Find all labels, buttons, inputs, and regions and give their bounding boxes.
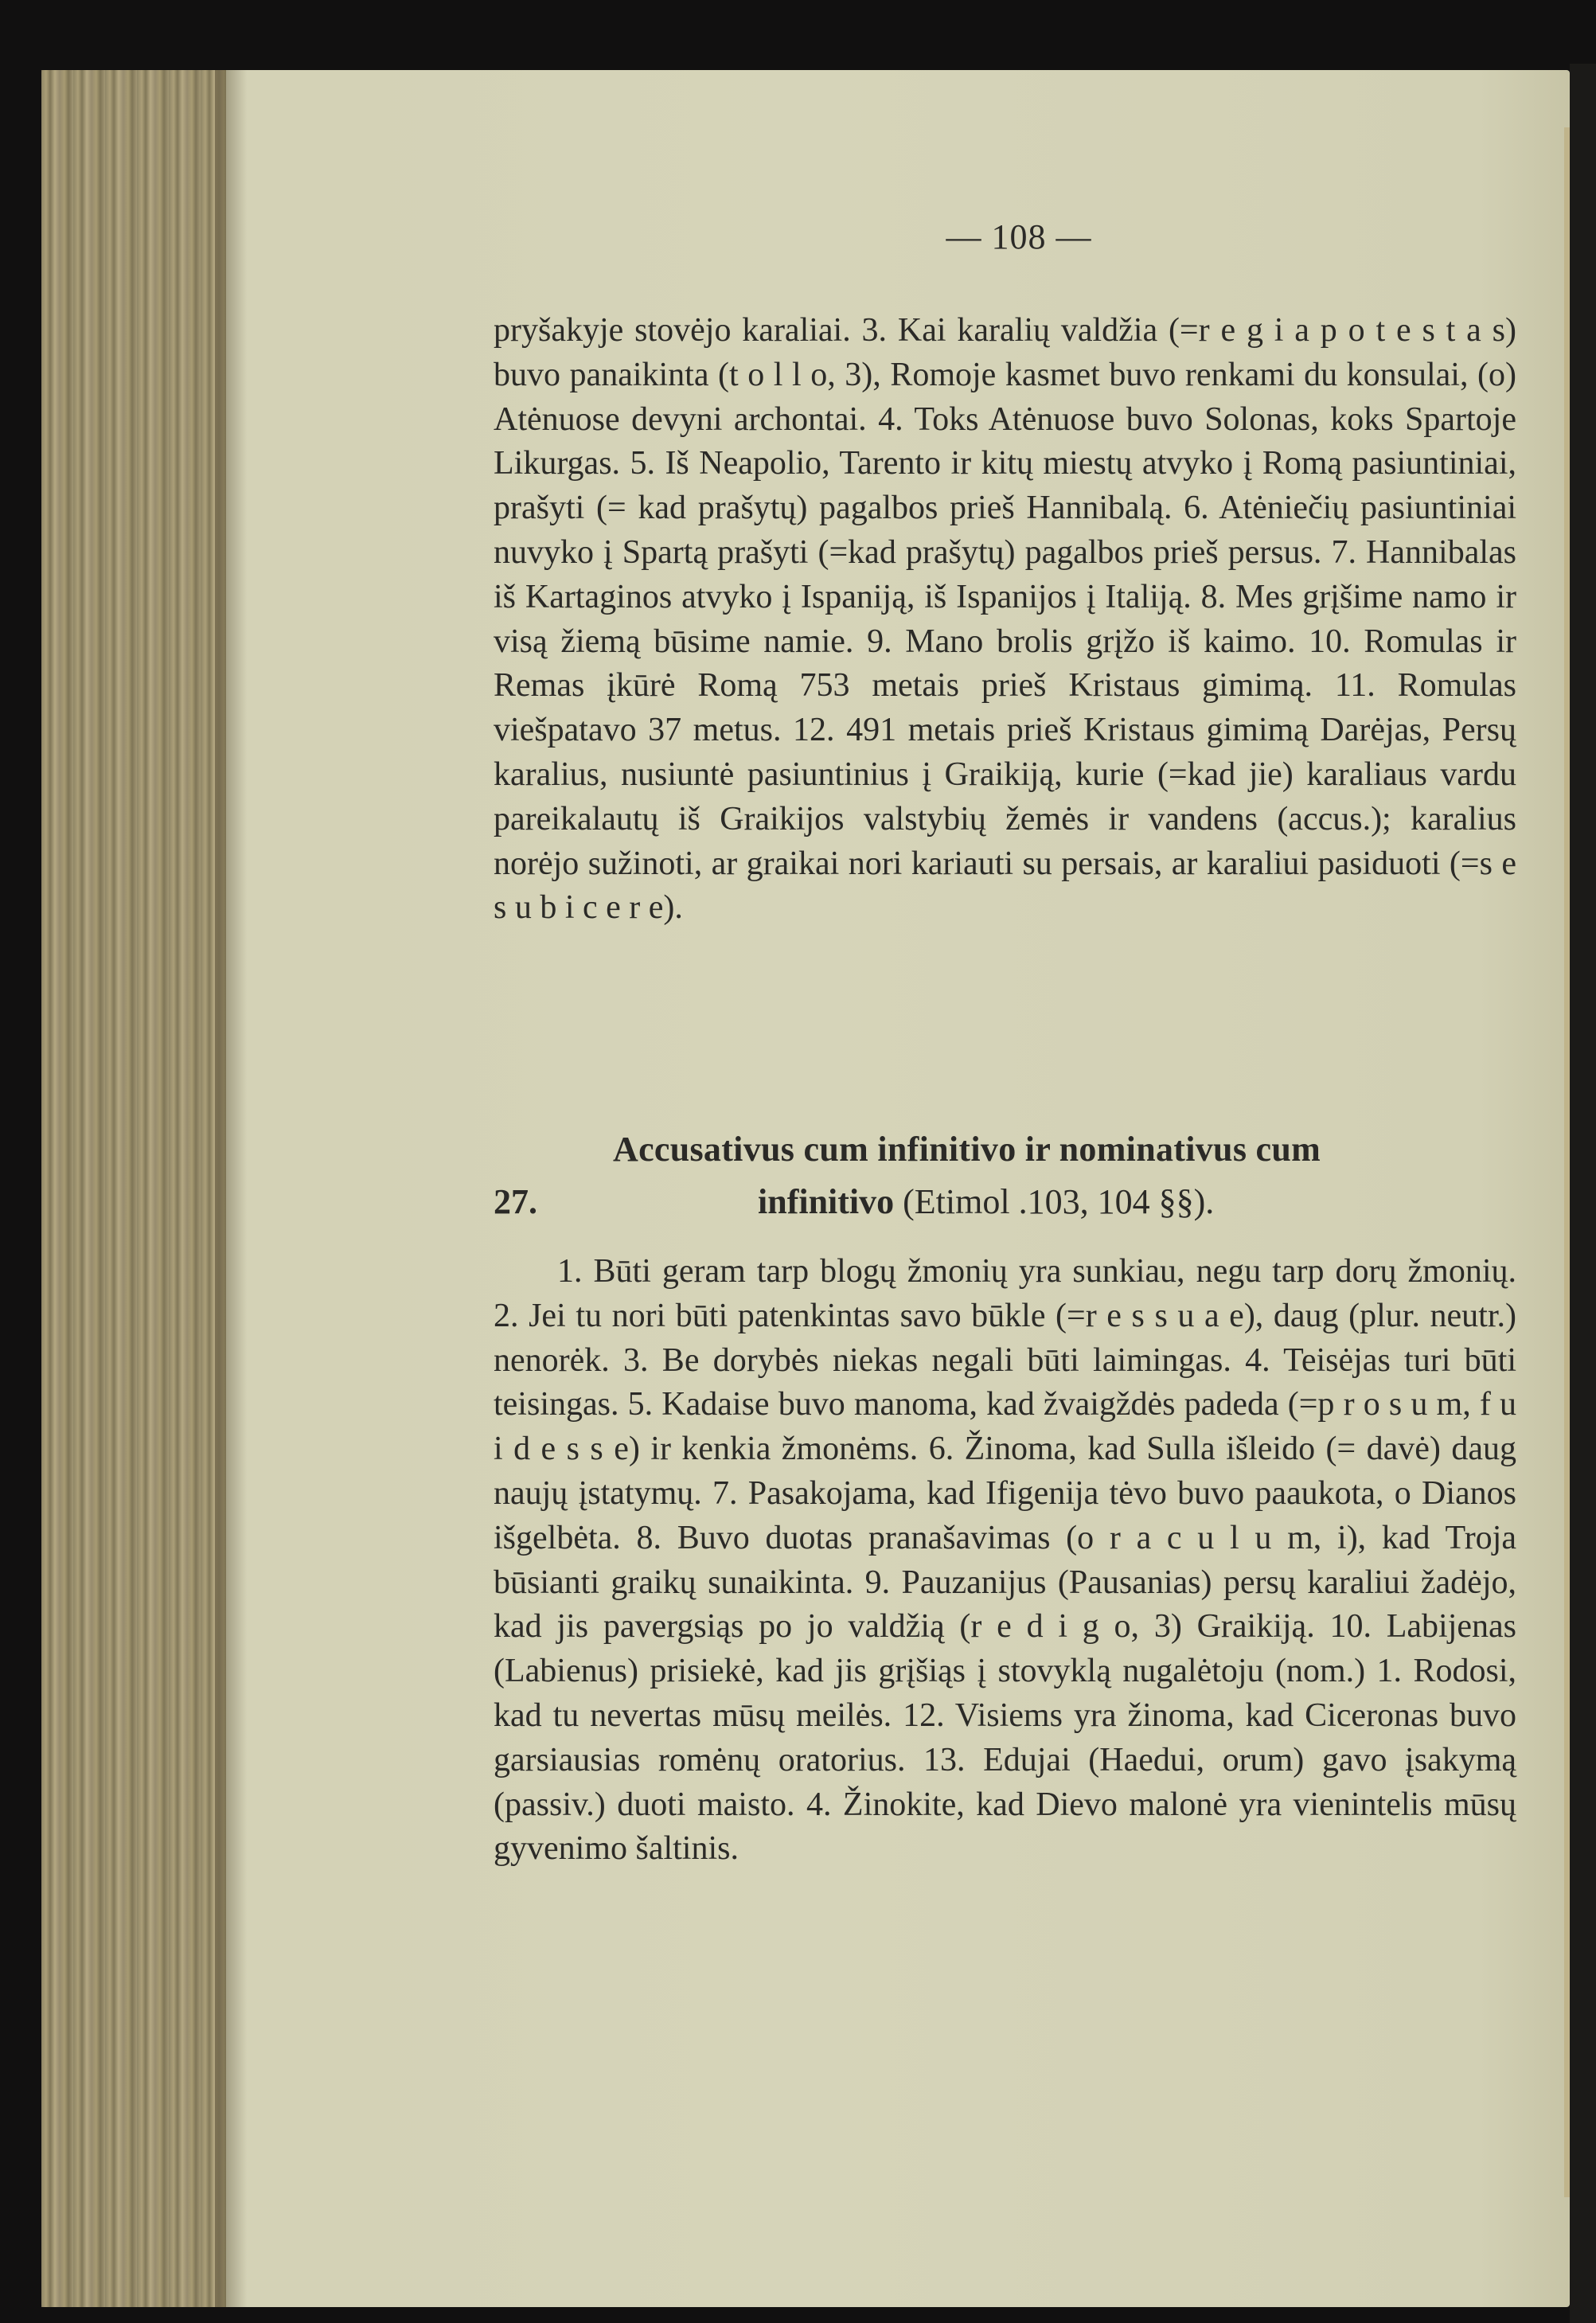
section-title-line2 [758,1181,1214,1222]
paragraph-text: pryšakyje stovėjo karaliai. 3. Kai karalių valdžia (=r e g i a p o t e s t a s) buvo panaikinta (t o l l o, 3), Romoje kasmet buvo renkami du konsulai, (o) Atėnuose devyni archontai. 4. Toks Atėnuose buvo Solonas, koks Spartoje Likurgas. 5. Iš Neapolio, Tarento ir kitų miestų atvyko į Romą pasiuntiniai, prašyti (= kad prašytų) pagalbos prieš Hannibalą. 6. Atėniečių pasiuntiniai nuvyko į Spartą prašyti (=kad prašytų) pagalbos prieš persus. 7. Hannibalas iš Kartaginos atvyko į Ispaniją, iš Ispanijos į Italiją. 8. Mes grįšime namo ir visą žiemą būsime namie. 9. Mano brolis grįžo iš kaimo. 10. Romulas ir Remas įkūrė Romą 753 metais prieš Kristaus gimimą. 11. Romulas viešpatavo 37 metus. 12. 491 metais prieš Kristaus gimimą Darėjas, Persų karalius, nusiuntė pasiuntinius į Graikiją, kurie (=kad jie) karaliaus vardu pareikalautų iš Graikijos valstybių žemės ir vandens (accus.); karalius norėjo sužinoti, ar graikai nori kariauti su persais, ar karaliui pasiduoti (=s e s u b i c e r e). [494,312,1516,927]
exercise-continued-paragraph [494,309,1516,931]
spine-shadow [215,70,247,2307]
section-title-bold: infinitivo [758,1182,895,1221]
section-title-line1: Accusativus cum infinitivo ir nominativus cum [613,1130,1321,1169]
page-number: — 108 — [946,217,1092,256]
paragraph-text: 1. Būti geram tarp blogų žmonių yra sunkiau, negu tarp dorų žmonių. 2. Jei tu nori būti patenkintas savo būkle (=r e s s u a e), daug (plur. neutr.) nenorėk. 3. Be dorybės niekas negali būti laimingas. 4. Teisėjas turi būti teisingas. 5. Kadaise buvo manoma, kad žvaigždės padeda (=p r o s u m, f u i d e s s e) ir kenkia žmonėms. 6. Žinoma, kad Sulla išleido (= davė) daug naujų įstatymų. 7. Pasakojama, kad Ifigenija tėvo buvo paaukota, o Dianos išgelbėta. 8. Buvo duotas pranašavimas (o r a c u l u m, i), kad Troja būsianti graikų sunaikinta. 9. Pauzanijus (Pausanias) persų karaliui žadėjo, kad jis pavergsiąs po jo valdžią (r e d i g o, 3) Graikiją. 10. Labijenas (Labienus) prisiekė, kad jis grįšiąs į stovyklą nugalėtoju (nom.) 1. Rodosi, kad tu nevertas mūsų meilės. 12. Visiems yra žinoma, kad Ciceronas buvo garsiausias romėnų oratorius. 13. Edujai (Haedui, orum) gavo įsakymą (passiv.) duoti maisto. 4. Žinokite, kad Dievo malonė yra vienintelis mūsų gyvenimo šaltinis. [494,1253,1516,1868]
book-spine-edge [41,70,226,2307]
section-number: 27. [494,1182,537,1221]
exercise-paragraph [494,1250,1516,1872]
scanner-background [1570,64,1596,2323]
section-reference: (Etimol .103, 104 §§). [894,1182,1215,1221]
